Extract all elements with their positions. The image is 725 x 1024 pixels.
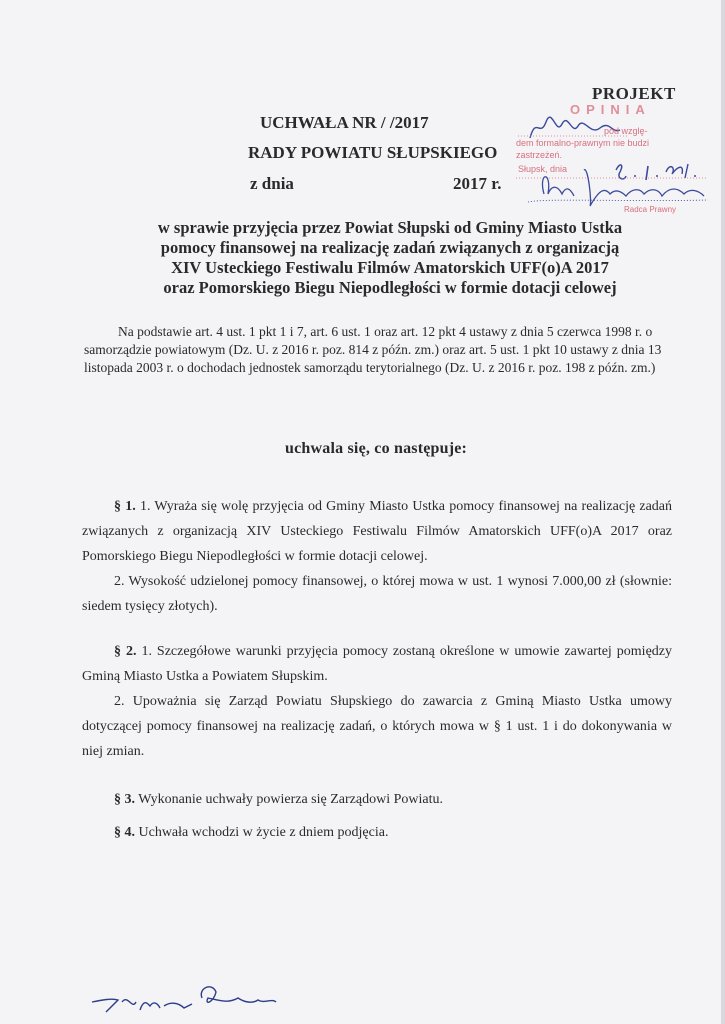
- section-2-mark: § 2.: [114, 644, 137, 659]
- section-2-para-2: 2. Upoważnia się Zarząd Powiatu Słupskiego do zawarcia z Gminą Miasto Ustka umowy dotyczącej pomocy finansowej na realizację zadań, o których mowa w § 1 ust. 1 i do dokonywania w niej zmian.: [82, 694, 672, 759]
- resolution-number: UCHWAŁA NR / /2017: [260, 113, 429, 132]
- bottom-signature: [88, 980, 308, 1020]
- page-edge: [721, 0, 725, 1024]
- resolution-title: [100, 218, 680, 298]
- section-1-para-1: [82, 494, 672, 569]
- stamp-line-3: zastrzeżeń.: [516, 150, 563, 160]
- section-3-para: [82, 787, 672, 812]
- title-line: w sprawie przyjęcia przez Powiat Słupski od Gminy Miasto Ustka: [157, 218, 623, 237]
- council-name: RADY POWIATU SŁUPSKIEGO: [248, 143, 498, 162]
- resolution-year: 2017 r.: [453, 174, 502, 193]
- date-label: z dnia: [250, 174, 294, 193]
- legal-basis: [84, 323, 676, 377]
- section-1-para-2: 2. Wysokość udzielonej pomocy finansowej, o której mowa w ust. 1 wynosi 7.000,00 zł (słownie: siedem tysięcy złotych).: [82, 574, 672, 614]
- stamp-line-1: pod wzglę-: [604, 126, 648, 136]
- section-3: [82, 787, 672, 812]
- section-1-mark: § 1.: [114, 499, 136, 514]
- legal-opinion-stamp: [508, 102, 712, 220]
- section-2-para-1: [82, 639, 672, 689]
- section-4-text: Uchwała wchodzi w życie z dniem podjęcia.: [138, 825, 389, 840]
- section-4-mark: § 4.: [114, 825, 135, 840]
- section-1-text-1: 1. Wyraża się wolę przyjęcia od Gminy Miasto Ustka pomocy finansowej na realizację zadań związanych z organizacją XIV Usteckiego Festiwalu Filmów Amatorskich UFF(o)A 2017 oraz Pomorskiego Biegu Niepodległości w formie dotacji celowej.: [82, 499, 673, 564]
- title-line: pomocy finansowej na realizację zadań związanych z organizacją: [160, 238, 620, 257]
- section-2: [82, 639, 672, 764]
- legal-basis-text: Na podstawie art. 4 ust. 1 pkt 1 i 7, art. 6 ust. 1 oraz art. 12 pkt 4 ustawy z dnia 5 czerwca 1998 r. o samorządzie powiatowym (Dz. U. z 2016 r. poz. 814 z późn. zm.) oraz art. 5 ust. 1 pkt 10 ustawy z dnia 13 listopada 2003 r. o dochodach jednostek samorządu terytorialnego (Dz. U. z 2016 r. poz. 198 z późn. zm.): [84, 324, 662, 375]
- section-2-text-1: 1. Szczegółowe warunki przyjęcia pomocy zostaną określone w umowie zawartej pomiędzy Gminą Miasto Ustka a Powiatem Słupskim.: [82, 644, 672, 684]
- section-4-para: [82, 820, 672, 845]
- stamp-handwriting: [508, 102, 712, 220]
- resolution-heading: uchwala się, co następuje:: [285, 440, 468, 457]
- projekt-label: PROJEKT: [592, 84, 676, 103]
- section-3-text: Wykonanie uchwały powierza się Zarządowi Powiatu.: [138, 792, 443, 807]
- stamp-line-5: Radca Prawny: [624, 205, 677, 214]
- section-3-mark: § 3.: [114, 792, 135, 807]
- stamp-line-4: Słupsk, dnia: [518, 164, 568, 174]
- section-1: [82, 494, 672, 619]
- title-line: XIV Usteckiego Festiwalu Filmów Amatorskich UFF(o)A 2017: [171, 258, 609, 277]
- title-line: oraz Pomorskiego Biegu Niepodległości w formie dotacji celowej: [163, 278, 617, 297]
- section-4: [82, 820, 672, 845]
- stamp-opinia: OPINIA: [570, 102, 651, 117]
- stamp-line-2: dem formalno-prawnym nie budzi: [516, 138, 650, 148]
